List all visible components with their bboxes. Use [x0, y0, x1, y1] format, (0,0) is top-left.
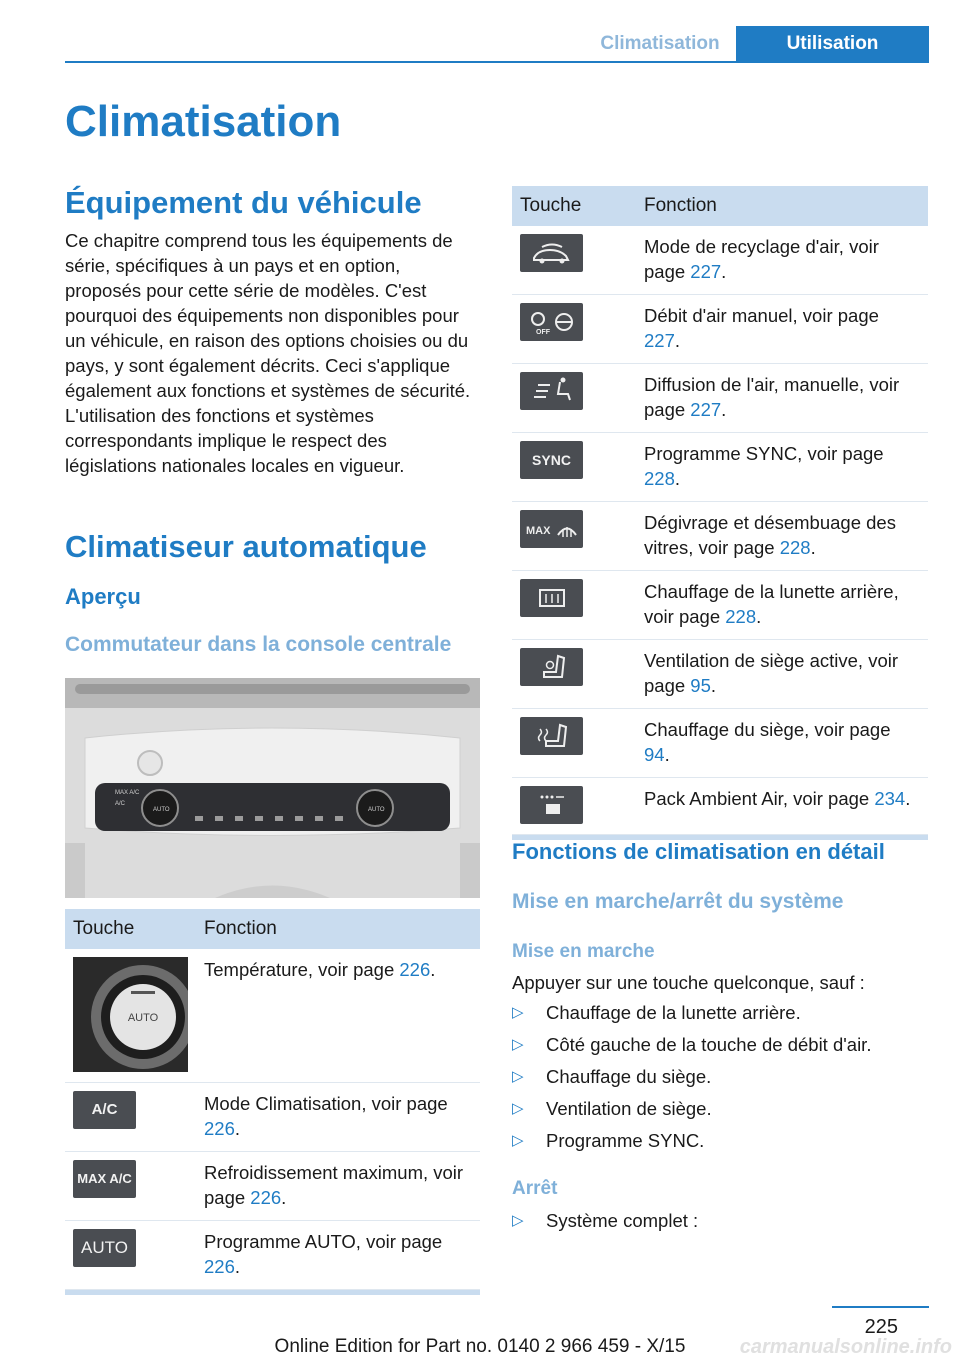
row-text: Mode de recyclage d'air, voir page [644, 236, 879, 282]
seat-ventilation-icon [520, 648, 583, 686]
list-item-text: Côté gauche de la touche de débit d'air. [546, 1034, 872, 1055]
page-link[interactable]: 227 [690, 399, 722, 420]
ac-button-icon: A/C [73, 1091, 136, 1129]
row-suffix: . [281, 1187, 287, 1208]
row-text: Programme AUTO, voir page [204, 1231, 443, 1252]
page-link[interactable]: 226 [250, 1187, 282, 1208]
row-text: Refroidissement maximum, voir page [204, 1162, 464, 1208]
page-link[interactable]: 228 [644, 468, 675, 489]
page-link[interactable]: 226 [399, 959, 431, 980]
table-row [512, 571, 928, 640]
table-row [512, 640, 928, 709]
row-text: Température, voir page [204, 959, 400, 980]
table-row [65, 949, 480, 1083]
sync-button-icon: SYNC [520, 441, 583, 479]
defrost-max-label: MAX [526, 525, 551, 537]
console-illustration [65, 678, 480, 898]
seat-heating-icon [520, 717, 583, 755]
switch-off-heading: Arrêt [512, 1178, 558, 1199]
rear-window-heating-icon [520, 579, 583, 617]
bullet-triangle-icon: ▷ [512, 1004, 524, 1021]
right-table-function-header: Fonction [636, 186, 928, 226]
header-section-tab: Climatisation [600, 33, 720, 54]
bullet-triangle-icon: ▷ [512, 1132, 524, 1149]
temperature-knob-label: AUTO [127, 1012, 159, 1024]
right-controls-table [512, 186, 928, 840]
row-suffix: . [721, 399, 727, 420]
row-text: Mode Climatisation, voir page [204, 1093, 448, 1114]
row-text: Pack Ambient Air, voir page [644, 788, 875, 809]
header-rule [65, 61, 929, 63]
left-table-function-header: Fonction [196, 909, 480, 949]
left-table-key-header: Touche [65, 909, 196, 949]
list-item [512, 1061, 928, 1093]
recirculation-description [636, 226, 928, 295]
air-distribution-description [636, 364, 928, 433]
row-suffix: . [234, 1256, 241, 1277]
auto-ac-section [65, 528, 480, 659]
seat-ventilation-description [636, 640, 928, 709]
header-active-tab: Utilisation [736, 26, 929, 62]
bullet-triangle-icon: ▷ [512, 1212, 524, 1229]
sync-description [636, 433, 928, 502]
photo-label-auto-left: AUTO [153, 807, 170, 813]
row-suffix: . [905, 788, 911, 809]
auto-button-icon: AUTO [73, 1229, 136, 1267]
max-cooling-description [196, 1152, 480, 1221]
page-link[interactable]: 95 [690, 675, 711, 696]
row-suffix: . [674, 330, 681, 351]
table-row [512, 364, 928, 433]
auto-ac-heading: Climatiseur automatique [65, 529, 427, 564]
page-link[interactable]: 227 [644, 330, 675, 351]
list-item-text: Système complet : [546, 1210, 699, 1231]
max-ac-button-icon: MAX A/C [73, 1160, 136, 1198]
row-suffix: . [721, 261, 727, 282]
list-item [512, 997, 928, 1029]
center-console-photo [65, 678, 480, 898]
row-suffix: . [710, 675, 717, 696]
table-row [65, 1221, 480, 1290]
equipment-heading: Équipement du véhicule [65, 185, 422, 220]
functions-heading: Fonctions de climatisation en détail [512, 839, 885, 864]
seat-heating-description [636, 709, 928, 778]
defrost-description [636, 502, 928, 571]
equipment-section [65, 184, 480, 478]
switch-on-heading: Mise en marche [512, 941, 655, 962]
switch-on-intro: Appuyer sur une touche quelconque, sauf : [512, 972, 865, 993]
air-recirculation-icon [520, 234, 583, 272]
table-row [512, 226, 928, 295]
air-distribution-icon [520, 372, 583, 410]
ambient-air-icon [520, 786, 583, 824]
switch-on-list [512, 997, 928, 1157]
list-item-text: Chauffage du siège. [546, 1066, 712, 1087]
right-table-key-header: Touche [512, 186, 636, 226]
list-item-text: Ventilation de siège. [546, 1098, 712, 1119]
temperature-knob-icon [73, 957, 188, 1072]
fan-speed-icon [520, 303, 583, 341]
bullet-triangle-icon: ▷ [512, 1068, 524, 1085]
row-suffix: . [810, 537, 816, 558]
page-link[interactable]: 226 [204, 1256, 235, 1277]
auto-program-description [196, 1221, 480, 1290]
list-item-text: Chauffage de la lunette arrière. [546, 1002, 801, 1023]
bullet-triangle-icon: ▷ [512, 1100, 524, 1117]
row-suffix: . [674, 468, 681, 489]
table-row [512, 502, 928, 571]
row-suffix: . [234, 1118, 241, 1139]
table-row [65, 1152, 480, 1221]
photo-label-ac: A/C [115, 801, 126, 807]
row-suffix: . [430, 959, 436, 980]
list-item [512, 1029, 928, 1061]
row-text: Programme SYNC, voir page [644, 443, 884, 464]
edition-footer: Online Edition for Part no. 0140 2 966 459 - X/15 [274, 1336, 686, 1357]
page-link[interactable]: 94 [644, 744, 665, 765]
console-heading: Commutateur dans la console centrale [65, 633, 452, 656]
rear-window-heating-description [636, 571, 928, 640]
row-text: Chauffage de la lunette arrière, voir page [644, 581, 899, 627]
page-title: Climatisation [65, 97, 342, 146]
functions-section [512, 838, 928, 1237]
switch-off-list [512, 1205, 928, 1237]
footer-rule [832, 1306, 929, 1308]
row-text: Chauffage du siège, voir page [644, 719, 891, 740]
list-item [512, 1125, 928, 1157]
left-table-end-bar [65, 1290, 480, 1295]
list-item-text: Programme SYNC. [546, 1130, 705, 1151]
defrost-max-icon [520, 510, 583, 548]
bullet-triangle-icon: ▷ [512, 1036, 524, 1053]
list-item [512, 1205, 928, 1237]
row-text: Débit d'air manuel, voir page [644, 305, 879, 326]
row-text: Diffusion de l'air, manuelle, voir page [644, 374, 900, 420]
switch-heading: Mise en marche/arrêt du système [512, 890, 844, 913]
temperature-description [196, 949, 480, 1083]
page-number: 225 [864, 1316, 898, 1338]
table-row [65, 1083, 480, 1152]
table-row [512, 709, 928, 778]
page-link[interactable]: 228 [779, 537, 811, 558]
page-link[interactable]: 227 [690, 261, 722, 282]
photo-label-max-ac: MAX A/C [115, 790, 140, 796]
list-item [512, 1093, 928, 1125]
row-text: Ventilation de siège active, voir page [644, 650, 899, 696]
air-flow-description [636, 295, 928, 364]
ambient-air-description [636, 778, 928, 835]
fan-off-label: OFF [536, 329, 550, 336]
row-suffix: . [756, 606, 762, 627]
equipment-paragraph: Ce chapitre comprend tous les équipements de série, spécifiques à un pays et en option, proposés pour cette série de modèles. C'est pourquoi des équipements non disponibles pour un véhicule, en raison des options choisies ou du pays, y sont également décrits. Ceci s'applique également aux fonctions et systèmes de sécurité. L'utilisation des fonctions et systèmes correspondants implique le respect des législations nationales locales en vigueur. [65, 230, 471, 476]
row-text: Dégivrage et désembuage des vitres, voir page [644, 512, 896, 558]
overview-heading: Aperçu [65, 584, 141, 609]
page-link[interactable]: 234 [874, 788, 906, 809]
table-row [512, 433, 928, 502]
page-link[interactable]: 226 [204, 1118, 235, 1139]
left-controls-table [65, 909, 480, 1295]
ac-mode-description [196, 1083, 480, 1152]
row-suffix: . [664, 744, 670, 765]
table-row [512, 295, 928, 364]
watermark: carmanualsonline.info [739, 1336, 952, 1358]
table-row [512, 778, 928, 835]
photo-label-auto-right: AUTO [368, 807, 385, 813]
page-link[interactable]: 228 [725, 606, 757, 627]
